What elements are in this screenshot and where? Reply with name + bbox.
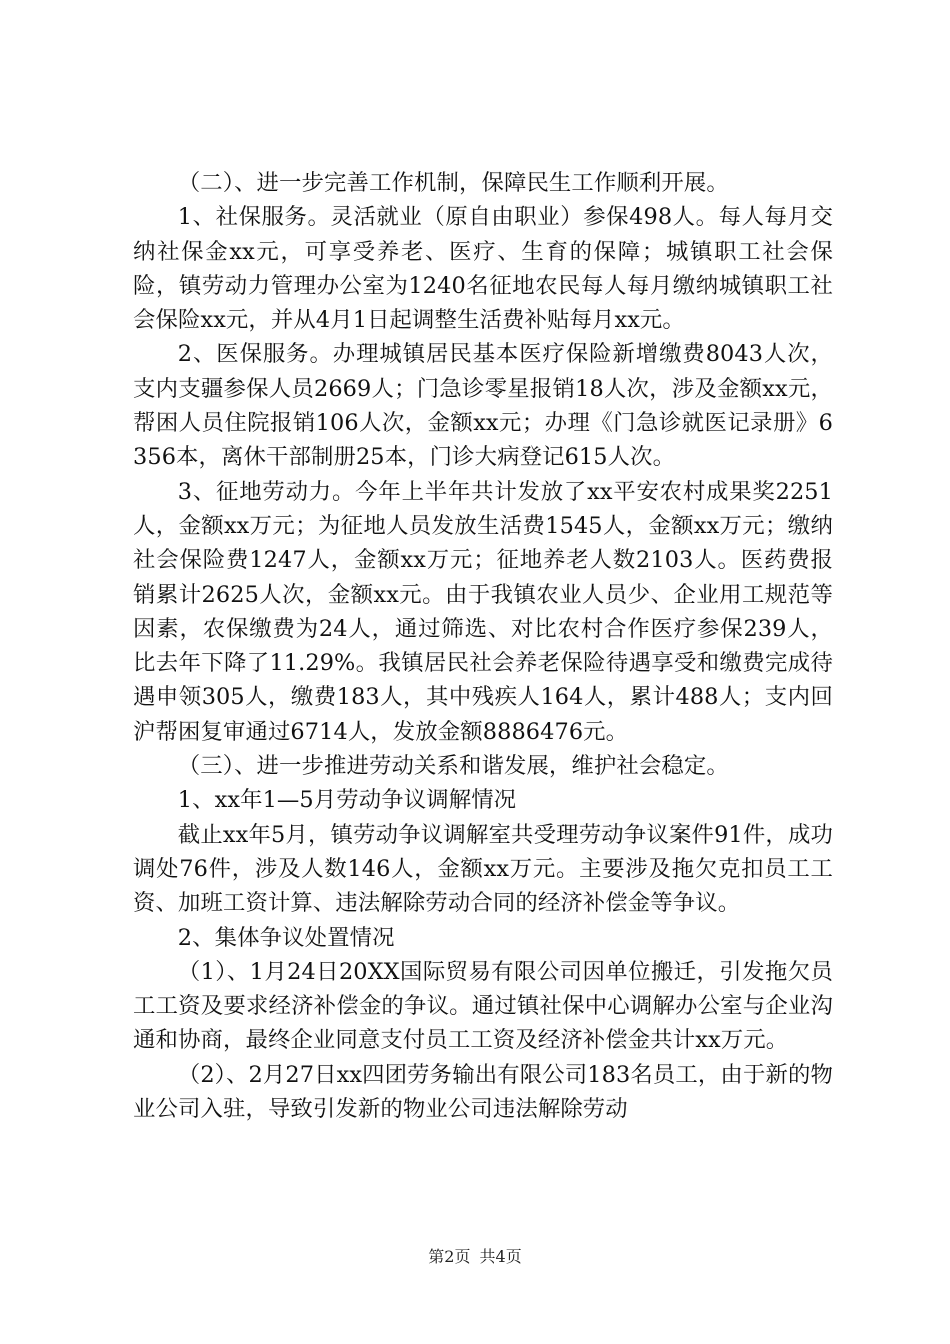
paragraph-dispute-2: （2）、2月27日xx四团劳务输出有限公司183名员工，由于新的物业公司入驻，导致引发新的物业公司违法解除劳动 <box>133 1061 833 1123</box>
paragraph-dispute-1: （1）、1月24日20XX国际贸易有限公司因单位搬迁，引发拖欠员工工资及要求经济补偿金的争议。通过镇社保中心调解办公室与企业沟通和协商，最终企业同意支付员工工资及经济补偿金共计xx万元。 <box>133 958 833 1054</box>
paragraph-land-labor: 3、征地劳动力。今年上半年共计发放了xx平安农村成果奖2251人，金额xx万元；为征地人员发放生活费1545人，金额xx万元；缴纳社会保险费1247人，金额xx万元；征地养老人数2103人。医药费报销累计2625人次，金额xx元。由于我镇农业人员少、企业用工规范等因素，农保缴费为24人，通过筛选、对比农村合作医疗参保239人，比去年下降了11.29%。我镇居民社会养老保险待遇享受和缴费完成待遇申领305人，缴费183人，其中残疾人164人，累计488人；支内回沪帮困复审通过6714人，发放金额8886476元。 <box>133 478 833 745</box>
paragraph-mediation-cases: 截止xx年5月，镇劳动争议调解室共受理劳动争议案件91件，成功调处76件，涉及人数146人，金额xx万元。主要涉及拖欠克扣员工工资、加班工资计算、违法解除劳动合同的经济补偿金等争议。 <box>133 821 833 917</box>
page-footer <box>0 1246 950 1268</box>
paragraph-medical-insurance: 2、医保服务。办理城镇居民基本医疗保险新增缴费8043人次，支内支疆参保人员2669人；门急诊零星报销18人次，涉及金额xx元，帮困人员住院报销106人次，金额xx元；办理《门急诊就医记录册》6356本，离休干部制册25本，门诊大病登记615人次。 <box>133 341 833 471</box>
subheading-mediation: 1、xx年1—5月劳动争议调解情况 <box>177 787 517 814</box>
section-heading-3: （三）、进一步推进劳动关系和谐发展，维护社会稳定。 <box>177 753 729 780</box>
page-total: 共4页 <box>479 1247 522 1266</box>
section-heading-2: （二）、进一步完善工作机制，保障民生工作顺利开展。 <box>177 170 729 196</box>
paragraph-social-insurance: 1、社保服务。灵活就业（原自由职业）参保498人。每人每月交纳社保金xx元，可享受养老、医疗、生育的保障；城镇职工社会保险，镇劳动力管理办公室为1240名征地农民每人每月缴纳城镇职工社会保险xx元，并从4月1日起调整生活费补贴每月xx元。 <box>133 204 833 334</box>
document-body <box>133 166 833 1126</box>
subheading-collective-disputes: 2、集体争议处置情况 <box>177 924 395 951</box>
page-number: 第2页 <box>428 1247 471 1266</box>
